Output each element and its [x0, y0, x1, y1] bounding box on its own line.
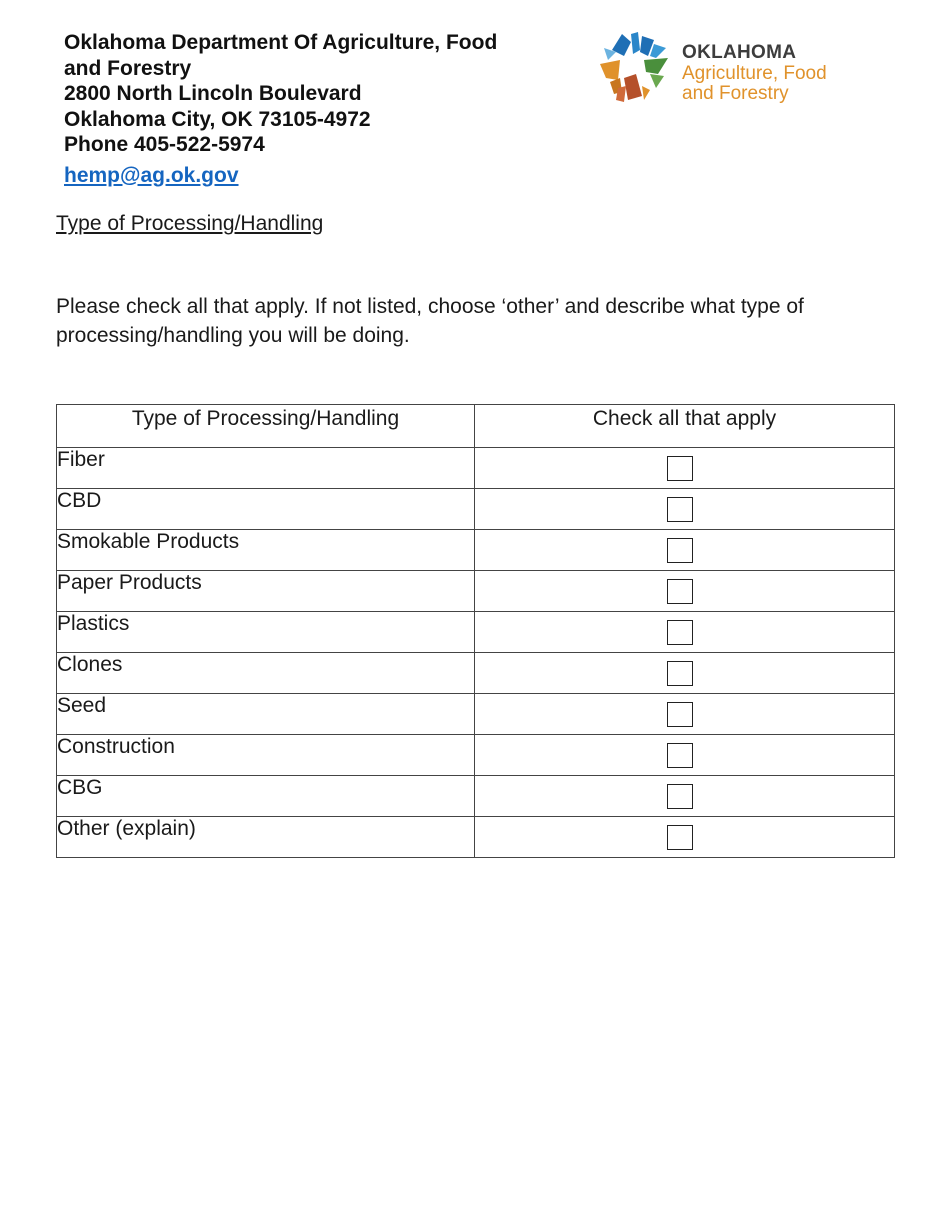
star-emblem-icon — [598, 30, 674, 106]
row-label-construction: Construction — [57, 735, 475, 776]
column-header-check: Check all that apply — [475, 405, 895, 448]
table-row — [57, 735, 895, 776]
column-header-type: Type of Processing/Handling — [57, 405, 475, 448]
email-link[interactable]: hemp@ag.ok.gov — [64, 163, 239, 187]
table-row — [57, 612, 895, 653]
city-state-zip: Oklahoma City, OK 73105-4972 — [64, 107, 371, 131]
checkbox-cbg[interactable] — [667, 784, 693, 809]
checkbox-seed[interactable] — [667, 702, 693, 727]
row-label-fiber: Fiber — [57, 448, 475, 489]
row-label-clones: Clones — [57, 653, 475, 694]
logo-title: OKLAHOMA — [682, 42, 797, 63]
oklahoma-agriculture-logo — [598, 30, 898, 110]
checkbox-smokable-products[interactable] — [667, 538, 693, 563]
checkbox-cbd[interactable] — [667, 497, 693, 522]
checkbox-fiber[interactable] — [667, 456, 693, 481]
agency-name-line-1: Oklahoma Department Of Agriculture, Food — [64, 31, 498, 54]
table-row — [57, 694, 895, 735]
table-row — [57, 448, 895, 489]
checkbox-clones[interactable] — [667, 661, 693, 686]
table-row — [57, 530, 895, 571]
table-row — [57, 776, 895, 817]
processing-type-table — [56, 404, 895, 858]
logo-subtitle-line-1: Agriculture, Food — [682, 63, 827, 84]
row-label-paper-products: Paper Products — [57, 571, 475, 612]
row-label-smokable-products: Smokable Products — [57, 530, 475, 571]
agency-name-line-2: and Forestry — [64, 56, 192, 80]
checkbox-construction[interactable] — [667, 743, 693, 768]
checkbox-other[interactable] — [667, 825, 693, 850]
street-address: 2800 North Lincoln Boulevard — [64, 82, 362, 105]
row-label-other: Other (explain) — [57, 817, 475, 858]
table-row — [57, 489, 895, 530]
table-row — [57, 571, 895, 612]
agency-address-block — [64, 30, 564, 188]
table-header-row — [57, 405, 895, 448]
table-row — [57, 817, 895, 858]
checkbox-plastics[interactable] — [667, 620, 693, 645]
row-label-seed: Seed — [57, 694, 475, 735]
phone-number: Phone 405-522-5974 — [64, 133, 265, 156]
checkbox-paper-products[interactable] — [667, 579, 693, 604]
row-label-cbd: CBD — [57, 489, 475, 530]
instructions-text: Please check all that apply. If not listed, choose ‘other’ and describe what type of processing/handling you will be doing. — [56, 295, 804, 347]
row-label-cbg: CBG — [57, 776, 475, 817]
logo-subtitle-line-2: and Forestry — [682, 83, 789, 104]
row-label-plastics: Plastics — [57, 612, 475, 653]
table-row — [57, 653, 895, 694]
section-title: Type of Processing/Handling — [56, 212, 324, 235]
